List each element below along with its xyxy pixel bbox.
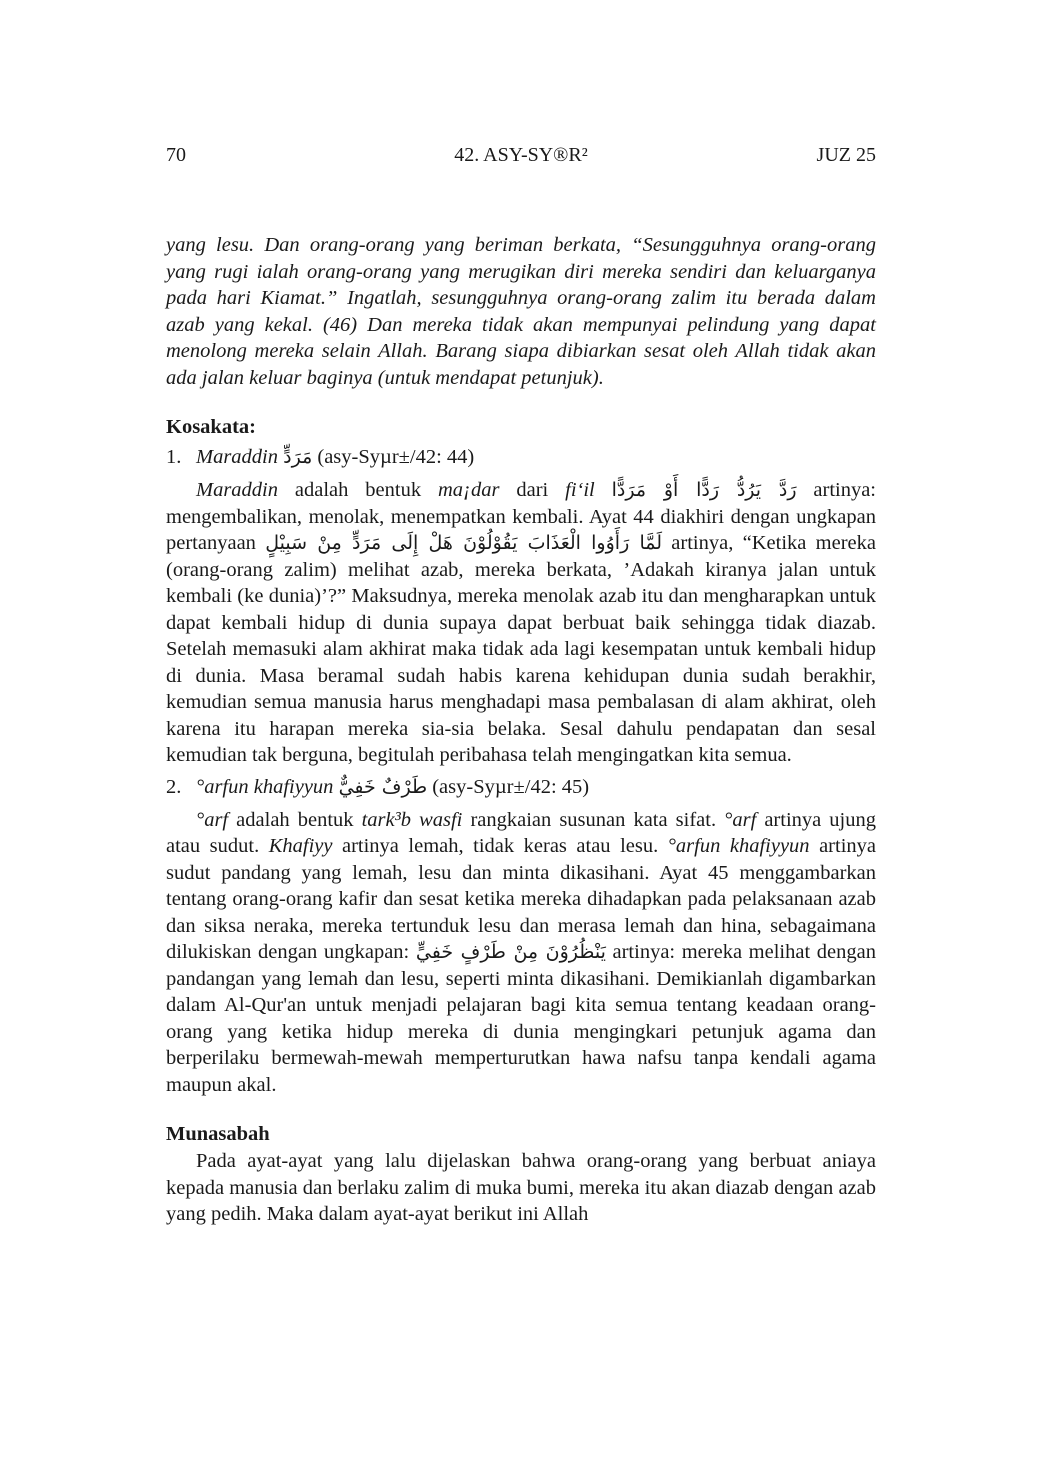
vocab-item-2-explanation [166,807,876,1099]
text-span: adalah bentuk [278,479,438,501]
vocab-item-1-heading [166,443,876,471]
page-number: 70 [166,144,186,166]
term-khafiyy: Khafiyy [268,835,333,857]
term-arfun-khafiyyun: °arfun khafiyyun [667,835,810,857]
munasabah-heading: Munasabah [166,1123,270,1145]
term-arf: °arf [196,808,229,831]
text-span: dari [499,479,566,501]
text-span: artinya: mereka melihat dengan pandangan yang lemah dan lesu, seperti minta dikasihani. Demikianlah digambarkan dalam Al-Qur'an untuk menjadi pelajaran bagi kita semua tentang keadaan orang-orang yang ketika hidup mereka di dunia mengingkari petunjuk agama dan berperilaku bermewah-mewah memperturutkan hawa nafsu tanpa kendali agama maupun akal. [166,941,876,1096]
vocab-item-2-number: 2. [166,775,182,798]
vocab-item-2-term: °arfun khafiyyun [196,775,334,798]
vocab-item-2-ref: (asy-Syµr±/42: 45) [432,775,590,798]
vocab-item-1-number: 1. [166,446,182,468]
vocab-item-1-ref: (asy-Syµr±/42: 44) [317,446,475,468]
kosakata-heading: Kosakata: [166,416,256,438]
arabic-verse-45: يَنْظُرُوْنَ مِنْ طَرْفٍ خَفِيٍّ [415,941,606,963]
translation-paragraph: yang lesu. Dan orang-orang yang beriman berkata, “Sesungguhnya orang-orang yang rugi ialah orang-orang yang merugikan diri mereka sendiri dan keluarganya pada hari Kiamat.” Ingatlah, sesungguhnya orang-orang zalim itu berada dalam azab yang kekal. (46) Dan mereka tidak akan mempunyai pelindung yang dapat menolong mereka selain Allah. Barang siapa dibiarkan sesat oleh Allah tidak akan ada jalan keluar baginya (untuk mendapat petunjuk). [166,234,876,389]
vocab-item-1-arabic: مَرَدٍّ [283,446,313,468]
running-header [166,144,876,172]
main-content [166,232,876,1228]
munasabah-paragraph: Pada ayat-ayat yang lalu dijelaskan bahwa orang-orang yang berbuat aniaya kepada manusia dan berlaku zalim di muka bumi, mereka itu akan diazab dengan azab yang pedih. Maka dalam ayat-ayat berikut ini Allah [166,1150,876,1225]
term-masdar: ma¡dar [437,479,500,501]
text-span: artinya, “Ketika mereka (orang-orang zalim) melihat azab, mereka berkata, ’Adakah kiranya jalan untuk kembali (ke dunia)’?” Maksudnya, mereka menolak azab itu dan mengharapkan untuk dapat kembali hidup di dunia supaya dapat berbuat baik sehingga tidak diazab. Setelah memasuki alam akhirat maka tidak ada lagi kesempatan untuk kembali hidup di dunia. Masa beramal sudah habis karena kehidupan dunia sudah berakhir, kemudian semua manusia harus menghadapi masa pembalasan di alam akhirat, oleh karena itu harapan mereka sia-sia belaka. Sesal dahulu pendapatan dan sesal kemudian tak berguna, begitulah peribahasa telah mengingatkan kita semua. [166,532,876,766]
term-fiil: fi‘il [565,479,595,501]
vocab-item-1-term: Maraddin [196,446,278,468]
chapter-title: 42. ASY-SY®R² [454,144,588,166]
arabic-verb-forms: رَدَّ يَرُدُّ رَدًّا أَوْ مَرَدًّا [611,479,797,501]
vocab-item-2-arabic: طَرْفٌ خَفِيٌّ [338,775,428,798]
text-span: artinya: mengembalikan, menolak, menempatkan kembali. Ayat 44 diakhiri dengan ungkapan pertanyaan [166,479,877,554]
text-span: rangkaian susunan kata sifat. [462,808,725,831]
arabic-verse-44: لَمَّا رَأَوُوا الْعَذَابَ يَقُوْلُوْنَ هَلْ إِلَى مَرَدٍّ مِنْ سَبِيْلٍ [265,532,663,554]
text-span: adalah bentuk [228,808,362,831]
term-tarkib: tark³b wasfi [361,808,463,831]
text-span: artinya ujung atau sudut. [166,808,876,857]
vocab-item-2-heading [166,773,876,801]
term-arf: °arf [724,808,757,831]
text-span: artinya sudut pandang yang lemah, lesu dan minta dikasihani. Ayat 45 menggambarkan tentang orang-orang kafir dan sesat ketika mereka dihadapkan pada pelaksanaan azab dan siksa neraka, mereka tertunduk lesu dan merasa lemah dan hina, sebagaimana dilukiskan dengan ungkapan: [166,835,876,963]
text-span: artinya lemah, tidak keras atau lesu. [332,835,668,857]
vocab-item-1-explanation [166,477,876,769]
juz-label: JUZ 25 [816,144,876,166]
term-maraddin: Maraddin [196,479,278,501]
